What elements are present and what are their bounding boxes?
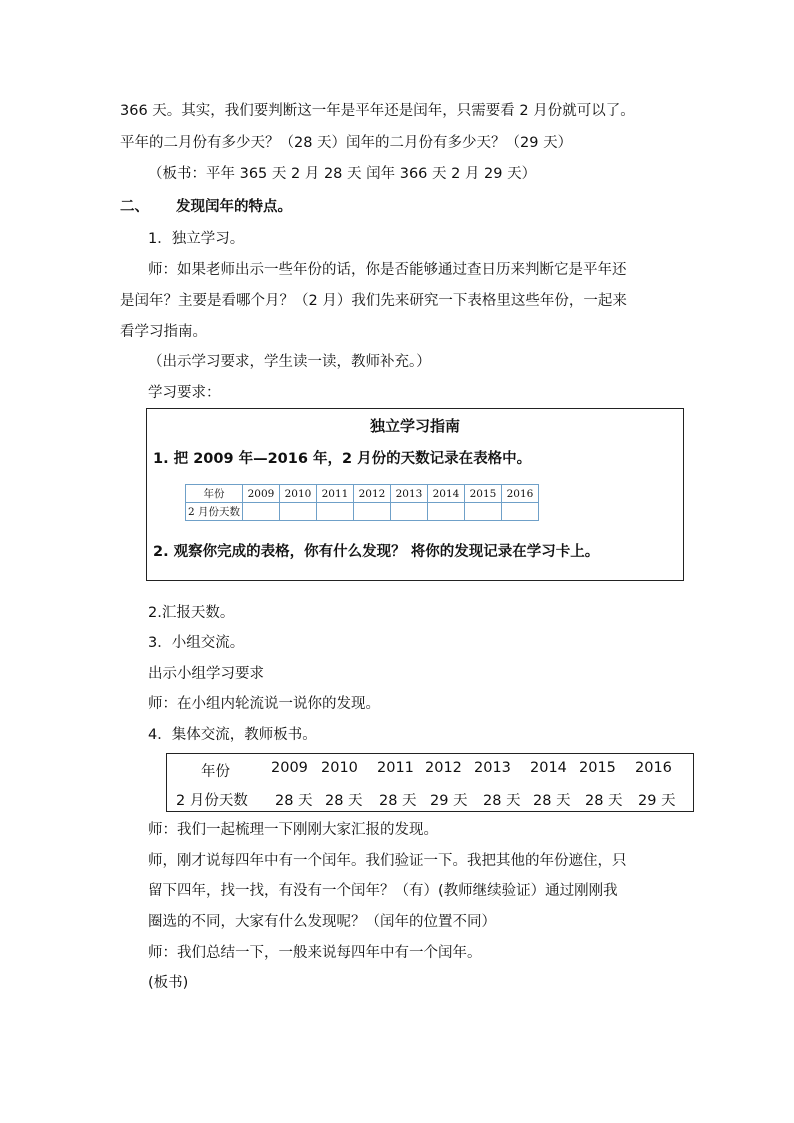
section-2-title: 发现闰年的特点。 <box>176 199 292 215</box>
blank-cell <box>428 503 465 521</box>
table-year: 2012 <box>354 485 391 503</box>
board-days: 28 天 <box>325 793 363 809</box>
blank-cell <box>243 503 280 521</box>
section-2-number: 二、 <box>120 199 149 215</box>
board-table <box>166 753 694 812</box>
board-year: 2015 <box>579 760 616 776</box>
study-guide-box <box>146 408 684 581</box>
board-row-label: 2 月份天数 <box>176 793 248 809</box>
line-10: 学习要求： <box>148 385 221 401</box>
line-1: 366 天。其实，我们要判断这一年是平年还是闰年，只需要看 2 月份就可以了。 <box>120 103 635 119</box>
line-8: 看学习指南。 <box>120 324 207 340</box>
study-guide-title: 独立学习指南 <box>369 417 460 435</box>
table-year: 2016 <box>502 485 539 503</box>
board-days: 28 天 <box>585 793 623 809</box>
blank-cell <box>280 503 317 521</box>
blank-cell <box>317 503 354 521</box>
table-header-label: 年份 <box>186 485 243 503</box>
ending-2: 师，刚才说每四年中有一个闰年。我们验证一下。我把其他的年份遮住，只 <box>148 853 627 869</box>
line-3: （板书：平年 365 天 2 月 28 天 闰年 366 天 2 月 29 天） <box>148 166 537 182</box>
ending-6: (板书) <box>148 975 189 991</box>
board-year: 2014 <box>530 760 567 776</box>
blank-cell <box>391 503 428 521</box>
table-year: 2010 <box>280 485 317 503</box>
line-5: 1．独立学习。 <box>148 231 245 247</box>
line-7: 是闰年？主要是看哪个月？（2 月）我们先来研究一下表格里这些年份，一起来 <box>120 293 627 309</box>
blank-cell <box>502 503 539 521</box>
ending-1: 师：我们一起梳理一下刚刚大家汇报的发现。 <box>148 822 438 838</box>
after-3: 出示小组学习要求 <box>148 666 264 682</box>
blank-days-table <box>185 484 539 521</box>
after-4: 师：在小组内轮流说一说你的发现。 <box>148 696 380 712</box>
table-year: 2015 <box>465 485 502 503</box>
table-year: 2013 <box>391 485 428 503</box>
board-days: 29 天 <box>430 793 468 809</box>
line-6: 师：如果老师出示一些年份的话，你是否能够通过查日历来判断它是平年还 <box>148 262 627 278</box>
board-year: 2016 <box>635 760 672 776</box>
line-9: （出示学习要求，学生读一读，教师补充。） <box>148 354 431 370</box>
table-year: 2014 <box>428 485 465 503</box>
after-1: 2.汇报天数。 <box>148 605 235 621</box>
blank-cell <box>465 503 502 521</box>
ending-4: 圈选的不同，大家有什么发现呢？（闰年的位置不同） <box>148 914 496 930</box>
board-year: 2012 <box>425 760 462 776</box>
board-year: 2009 <box>271 760 308 776</box>
board-days: 29 天 <box>638 793 676 809</box>
ending-5: 师：我们总结一下，一般来说每四年中有一个闰年。 <box>148 945 482 961</box>
board-year: 2011 <box>377 760 414 776</box>
board-days: 28 天 <box>533 793 571 809</box>
board-days: 28 天 <box>483 793 521 809</box>
board-year: 2013 <box>474 760 511 776</box>
guide-item-2: 2. 观察你完成的表格，你有什么发现？ 将你的发现记录在学习卡上。 <box>153 544 600 560</box>
ending-3: 留下四年，找一找，有没有一个闰年？（有）(教师继续验证）通过刚刚我 <box>148 883 618 899</box>
board-header-label: 年份 <box>201 764 230 780</box>
after-5: 4．集体交流，教师板书。 <box>148 727 317 743</box>
after-2: 3．小组交流。 <box>148 635 245 651</box>
table-row-label: 2 月份天数 <box>186 503 243 521</box>
board-year: 2010 <box>321 760 358 776</box>
line-2: 平年的二月份有多少天？（28 天）闰年的二月份有多少天？（29 天） <box>120 135 573 151</box>
blank-cell <box>354 503 391 521</box>
board-days: 28 天 <box>379 793 417 809</box>
table-year: 2011 <box>317 485 354 503</box>
guide-item-1: 1. 把 2009 年—2016 年，2 月份的天数记录在表格中。 <box>153 451 532 467</box>
table-year: 2009 <box>243 485 280 503</box>
board-days: 28 天 <box>275 793 313 809</box>
